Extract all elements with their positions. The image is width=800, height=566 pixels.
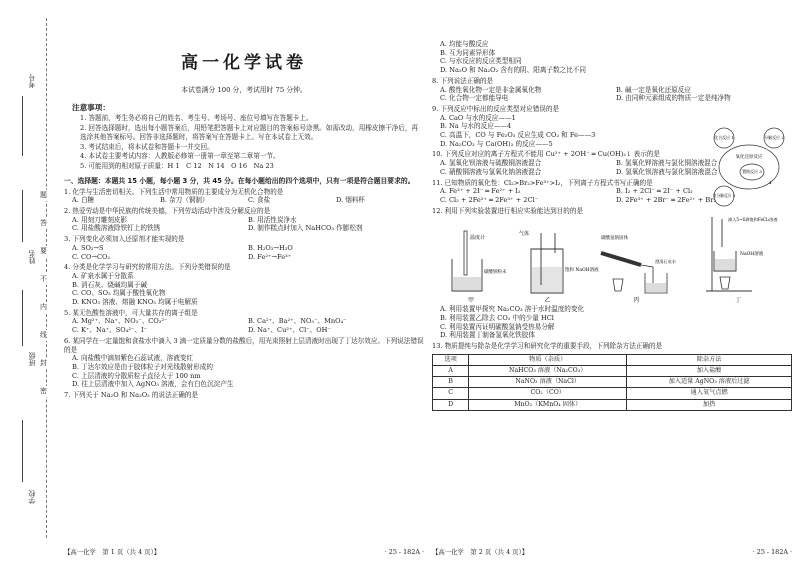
page-1 [64, 0, 424, 566]
option: B. H₂O₂→H₂O [248, 243, 293, 252]
option: D. Fe²⁺→Fe³⁺ [248, 252, 292, 261]
fig-label: 乙 [544, 297, 551, 305]
seal-char: 封 [40, 358, 47, 369]
option-group [64, 317, 424, 334]
name-line [22, 190, 23, 242]
q12-apparatus [432, 217, 792, 305]
seal-char: 线 [40, 330, 47, 341]
option: A. 白糖 [72, 196, 95, 205]
name-label: 姓名 [28, 250, 36, 264]
option: A. 酸性氧化物一定是非金属氧化物 [440, 85, 542, 94]
colloid-prep-icon [692, 213, 784, 297]
label: 碳酸氢钠固体 [601, 236, 629, 242]
apparatus-bing [593, 227, 679, 305]
seal-char: 内 [40, 302, 47, 313]
option: A. 矿泉水属于分散系 [72, 271, 134, 280]
option-group [64, 354, 424, 389]
option: C. Cl₂ + 2Fe²⁺ ═ 2Fe³⁺ + 2Cl⁻ [440, 195, 539, 204]
option: C. 与水反应的反应类型相同 [440, 57, 522, 66]
class-line [22, 290, 23, 346]
q7-options [432, 40, 792, 75]
beaker-thermometer-icon [440, 227, 507, 297]
option: B. 丁达尔效应是由于胶体粒子对光线散射形成的 [72, 362, 213, 371]
question-list [64, 188, 424, 400]
option: A. 氢氧化钡溶液与硫酸铜溶液混合 [440, 159, 542, 168]
option: A. SO₂→S [72, 243, 104, 252]
question-stem: 12. 利用下列实验装置进行相应实验能达到目的的是 [432, 206, 584, 215]
question-stem: 13. 物质提纯与除杂是化学学习和研究化学的重要手段，下列除杂方法正确的是 [432, 342, 663, 351]
option: B. 碱一定是氧化还原反应 [616, 85, 691, 94]
option: B. 氢氧化钾溶液与氯化铜溶液混合 [616, 159, 718, 168]
option: A. 均能与酸反应 [440, 40, 489, 48]
option: C. CO→CO₂ [72, 252, 111, 261]
question-stem: 10. 下列反应对应的离子方程式不能用 Cu²⁺ + 2OH⁻ ═ Cu(OH)₂↓ 表示的是 [432, 150, 660, 159]
option: D. 烟料杯 [336, 196, 366, 205]
fig-label: 丙 [633, 297, 640, 305]
diagram-node: 分解反应 2 [764, 135, 784, 140]
option: B. 互为同素异形体 [440, 48, 496, 57]
option: C. 高温下，CO 与 Fe₂O₃ 反应生成 CO₂ 和 Fe——3 [440, 131, 596, 140]
table-cell: B [433, 377, 469, 388]
option: B. I₂ + 2Cl⁻ ═ 2I⁻ + Cl₂ [616, 187, 693, 196]
option-group [64, 196, 424, 205]
seal-char: 答 [40, 218, 47, 229]
notice-item: 4. 本试卷主要考试内容：人教版必修第一册第一章至第二章第一节。 [80, 152, 280, 161]
apparatus-yi [515, 227, 599, 305]
q13-table [432, 354, 792, 411]
table-header: 除杂方法 [627, 354, 792, 365]
seal-char: 密 [40, 386, 47, 397]
seal-char: 题 [40, 190, 47, 201]
option-group [64, 216, 424, 233]
option: A. Mg²⁺、Na⁺、NO₃⁻、CO₃²⁻ [72, 317, 168, 326]
question-stem: 11. 已知物质的氧化性：Cl₂>Br₂>Fe³⁺>I₂，下列离子方程式书写正确的是 [432, 178, 653, 187]
gas-washing-bottle-icon [515, 227, 599, 297]
table-cell: CO₂（CO） [469, 388, 627, 399]
diagram-node: 化合反应 1 [714, 135, 734, 140]
diagram-node: 置换反应 3 [742, 169, 762, 174]
school-line [22, 420, 23, 482]
class-label: 班级 [28, 352, 36, 366]
option: B. 杂刀（铜制） [160, 196, 209, 205]
table-cell: D [433, 399, 469, 410]
option: B. Ca²⁺、Ba²⁺、NO₃⁻、MnO₄⁻ [248, 317, 347, 326]
table-cell: 加入盐酸 [627, 366, 792, 377]
question-stem: 7. 下列关于 Na₂O 和 Na₂O₂ 的说法正确的是 [64, 391, 199, 400]
notice-item: 2. 回答选择题时，选出每小题答案后，用铅笔把答题卡上对应题目的答案标号涂黑。如需改动，用橡皮擦干净后，再选涂其他答案标号。回答非选择题时，将答案写在答题卡上。写在本试卷上无效。 [80, 124, 419, 141]
label: 饱和 NaOH溶液 [564, 268, 599, 274]
exam-title: 高一化学试卷 [181, 53, 307, 73]
fig-label: 丁 [734, 297, 741, 305]
heating-tube-icon [593, 227, 679, 297]
apparatus-jia [440, 227, 507, 305]
option: D. KNO₃ 溶液、熔融 KNO₃ 均属于电解质 [72, 298, 198, 307]
table-cell: MnO₂（KMnO₄ 固体） [469, 399, 627, 410]
option: C. 食盐 [248, 196, 271, 205]
option: A. Fe³⁺ + 2I⁻ ═ Fe²⁺ + I₂ [440, 187, 521, 196]
option: D. 制作糕点时加入 NaHCO₃ 作膨松剂 [248, 224, 363, 233]
exam-code: · 25 - 182A · [384, 547, 424, 556]
exam-no-label: 考号 [28, 74, 36, 88]
label: 滴入5~6滴饱和FeCl₃溶液 [727, 217, 778, 223]
option-group [432, 86, 792, 103]
option: B. Na 与水的反应——4 [440, 122, 512, 131]
table-row [433, 366, 792, 377]
option: D. Na₂O 和 Na₂O₂ 含有的阴、阳离子数之比不同 [440, 66, 586, 75]
page-number: 【高一化学 第 1 页（共 4 页）】 [64, 547, 161, 556]
table-header: 物质（杂质） [469, 354, 627, 365]
question-stem: 2. 热爱劳动是中华民族的传统美德，下列劳动活动中涉及分解反应的是 [64, 207, 271, 216]
option: A. CaO 与水的反应——1 [440, 113, 516, 122]
option: A. 利用装置甲探究 Na₂CO₃ 溶于水时温度的变化 [440, 305, 585, 314]
school-label: 学校 [28, 490, 36, 504]
table-cell: 加入适量 AgNO₃ 溶液后过滤 [627, 377, 792, 388]
table-row [433, 388, 792, 399]
notice-item: 1. 答题前，考生务必将自己的姓名、考生号、考场号、座位号填写在答题卡上。 [80, 114, 313, 123]
apparatus-ding [692, 213, 784, 305]
question-stem: 6. 某同学在一定量饱和食盐水中滴入 3 滴一定质量分数的盐酸后，用光束照射上层清液时出现了丁达尔效应。下列说法错误的是 [64, 336, 424, 354]
label: 气体 [518, 231, 529, 238]
option-group [64, 244, 424, 261]
notice-heading: 注意事项： [72, 103, 110, 113]
table-cell: 通入氧气点燃 [627, 388, 792, 399]
label: NaOH溶液 [739, 252, 764, 258]
table-cell: A [433, 366, 469, 377]
table-cell: C [433, 388, 469, 399]
section-heading: 一、选择题：本题共 15 小题，每小题 3 分，共 45 分。在每小题给出的四个选项中，只有一项是符合题目要求的。 [64, 176, 415, 185]
option: D. 2Fe³⁺ + 2Br⁻ ═ 2Fe²⁺ + Br₂ [616, 195, 717, 204]
page-footer [64, 548, 424, 556]
label: 澄清石灰水 [655, 259, 677, 265]
label: 碳酸钠粉末 [484, 270, 507, 276]
seal-char: 不 [40, 274, 47, 285]
question-stem: 1. 化学与生活密切相关。下列生活中常用物质的主要成分为无机化合物的是 [64, 187, 284, 196]
notice-item: 5. 可能用到的相对原子质量：H 1 C 12 N 14 O 16 Na 23 [80, 161, 274, 170]
label: 温度计 [470, 235, 486, 242]
diagram-node: 复分解反应 5 [712, 193, 736, 198]
exam-no-line [22, 96, 23, 156]
page-footer [432, 548, 792, 556]
option: D. 利用装置丁制备氢氧化铁胶体 [440, 331, 535, 340]
diagram-node: 4 [768, 180, 772, 185]
table-cell: NaHCO₃ 溶液（Na₂CO₃） [469, 366, 627, 377]
option: C. 硝酸铜溶液与氢氧化钠溶液混合 [440, 167, 542, 176]
fig-label: 甲 [467, 297, 474, 305]
table-cell: 加热 [627, 399, 792, 410]
option: D. Na₂CO₃ 与 Ca(OH)₂ 的反应——5 [440, 139, 553, 148]
question-stem: 3. 下列变化必须加入还原剂才能实现的是 [64, 235, 185, 244]
table-header: 选项 [433, 354, 469, 365]
page-2 [432, 0, 792, 566]
option: B. 用活性炭净水 [248, 215, 297, 224]
option: D. 氢氧化钡溶液与氯化铜溶液混合 [616, 167, 718, 176]
option: D. Na⁺、Cu²⁺、Cl⁻、OH⁻ [248, 326, 331, 335]
notice-item: 3. 考试结束后，将本试卷和答题卡一并交回。 [80, 142, 214, 151]
option: A. 向盐酸中滴加紫色石蕊试液，溶液变红 [72, 354, 194, 363]
notice-list [64, 114, 424, 170]
table-header-row [433, 354, 792, 365]
diagram-center-label: 氧化还原反应 [735, 155, 763, 160]
table-cell: NaNO₃ 溶液（NaCl） [469, 377, 627, 388]
option: C. 化合物一定都能导电 [440, 94, 509, 103]
reaction-type-diagram [710, 126, 788, 208]
option: C. 用盐酸溶液除铁钉上的铁锈 [72, 224, 161, 233]
q12-options [432, 305, 792, 340]
question-stem: 4. 分类是化学学习与研究的常用方法。下列分类错误的是 [64, 263, 231, 272]
exam-subtitle: 本试卷满分 100 分，考试用时 75 分钟。 [181, 86, 307, 95]
option: D. 由同种元素组成的物质一定是纯净物 [616, 94, 731, 103]
option: C. 利用装置丙证明碳酸氢钠受热易分解 [440, 322, 555, 331]
table-row [433, 377, 792, 388]
table-row [433, 399, 792, 410]
option: B. 消石灰、烧碱均属于碱 [72, 280, 147, 289]
exam-code: · 25 - 182A · [752, 547, 792, 556]
option: A. 用刻刀雕刻皮影 [72, 215, 128, 224]
page-number: 【高一化学 第 2 页（共 4 页）】 [432, 547, 529, 556]
question-stem: 5. 某无色酸性溶液中，可大量共存的离子组是 [64, 308, 198, 317]
option-group [64, 272, 424, 307]
option: C. 上层清液的分散质粒子直径大于 100 nm [72, 371, 201, 380]
option: D. 往上层清液中加入 AgNO₃ 溶液，会有白色沉淀产生 [72, 380, 234, 389]
question-stem: 8. 下列说法正确的是 [432, 76, 494, 85]
binding-margin [0, 0, 58, 566]
option: B. 利用装置乙除去 CO₂ 中的少量 HCl [440, 314, 554, 323]
seal-char: 要 [40, 246, 47, 257]
option: C. K⁺、Na⁺、SO₄²⁻、I⁻ [72, 326, 148, 335]
option: C. CO、SO₂ 均属于酸性氧化物 [72, 289, 166, 298]
question-stem: 9. 下列反应中标出的反应类型对应错误的是 [432, 104, 560, 113]
